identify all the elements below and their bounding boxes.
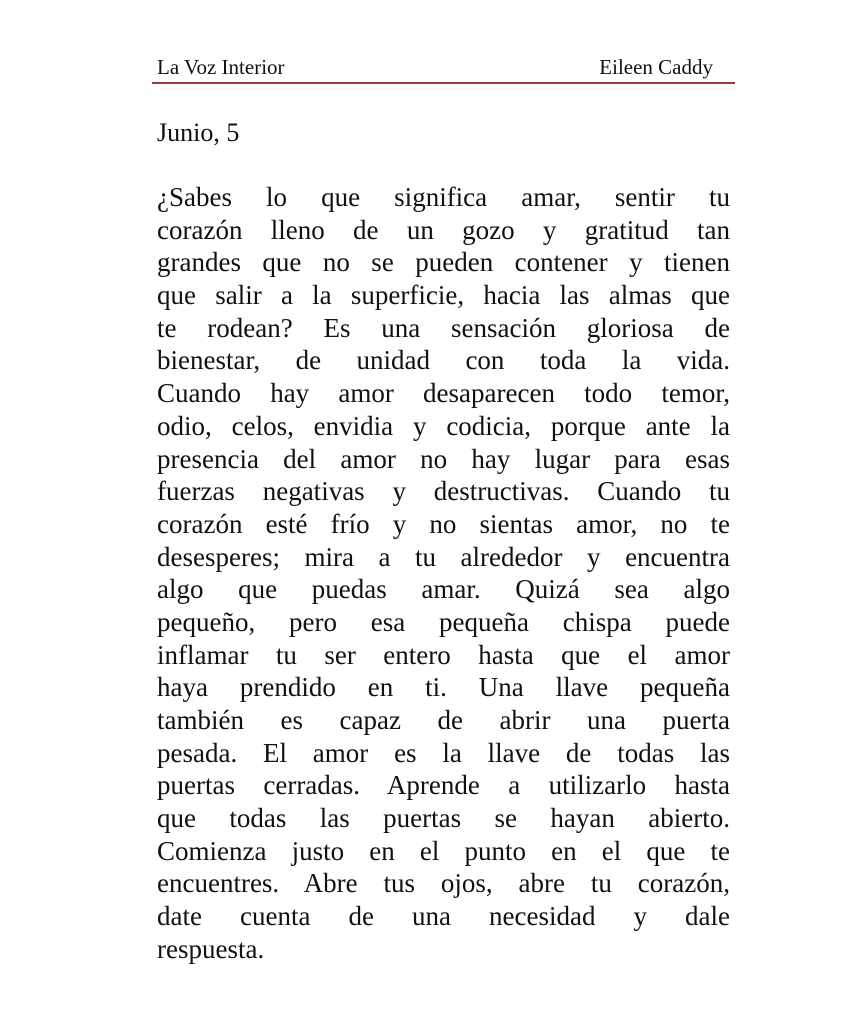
text-line: respuesta. — [157, 933, 265, 964]
text-line: ¿Sabes lo que significa amar, sentir tu — [157, 182, 730, 212]
author-name: Eileen Caddy — [599, 55, 713, 79]
entry-date: Junio, 5 — [157, 118, 240, 147]
text-line: algo que puedas amar. Quizá sea algo — [157, 574, 730, 605]
text-line: te rodean? Es una sensación gloriosa de — [157, 312, 730, 343]
text-line: presencia del amor no hay lugar para esas — [157, 443, 730, 474]
text-line: pesada. El amor es la llave de todas las — [157, 737, 730, 768]
text-line: date cuenta de una necesidad y dale — [157, 901, 730, 932]
text-line: grandes que no se pueden contener y tienen — [157, 247, 730, 278]
running-header — [153, 55, 735, 83]
header-rule — [152, 82, 735, 84]
text-line: haya prendido en ti. Una llave pequeña — [157, 672, 730, 703]
text-line: corazón lleno de un gozo y gratitud tan — [157, 214, 730, 245]
entry-body — [157, 181, 730, 966]
text-line: Comienza justo en el punto en el que te — [157, 835, 730, 866]
text-line: desesperes; mira a tu alrededor y encuentra — [157, 541, 730, 572]
text-line: pequeño, pero esa pequeña chispa puede — [157, 606, 730, 637]
text-line: bienestar, de unidad con toda la vida. — [157, 345, 730, 376]
text-line: puertas cerradas. Aprende a utilizarlo hasta — [157, 770, 730, 801]
text-line: que todas las puertas se hayan abierto. — [157, 803, 730, 834]
text-line: inflamar tu ser entero hasta que el amor — [157, 639, 730, 670]
text-line: fuerzas negativas y destructivas. Cuando tu — [157, 476, 730, 507]
text-line: Cuando hay amor desaparecen todo temor, — [157, 378, 730, 409]
text-line: encuentres. Abre tus ojos, abre tu corazón, — [157, 868, 730, 899]
text-line: también es capaz de abrir una puerta — [157, 705, 730, 735]
text-line: que salir a la superficie, hacia las almas que — [157, 280, 730, 311]
book-title: La Voz Interior — [157, 55, 285, 79]
text-line: odio, celos, envidia y codicia, porque ante la — [157, 410, 730, 441]
text-line: corazón esté frío y no sientas amor, no te — [157, 508, 730, 539]
